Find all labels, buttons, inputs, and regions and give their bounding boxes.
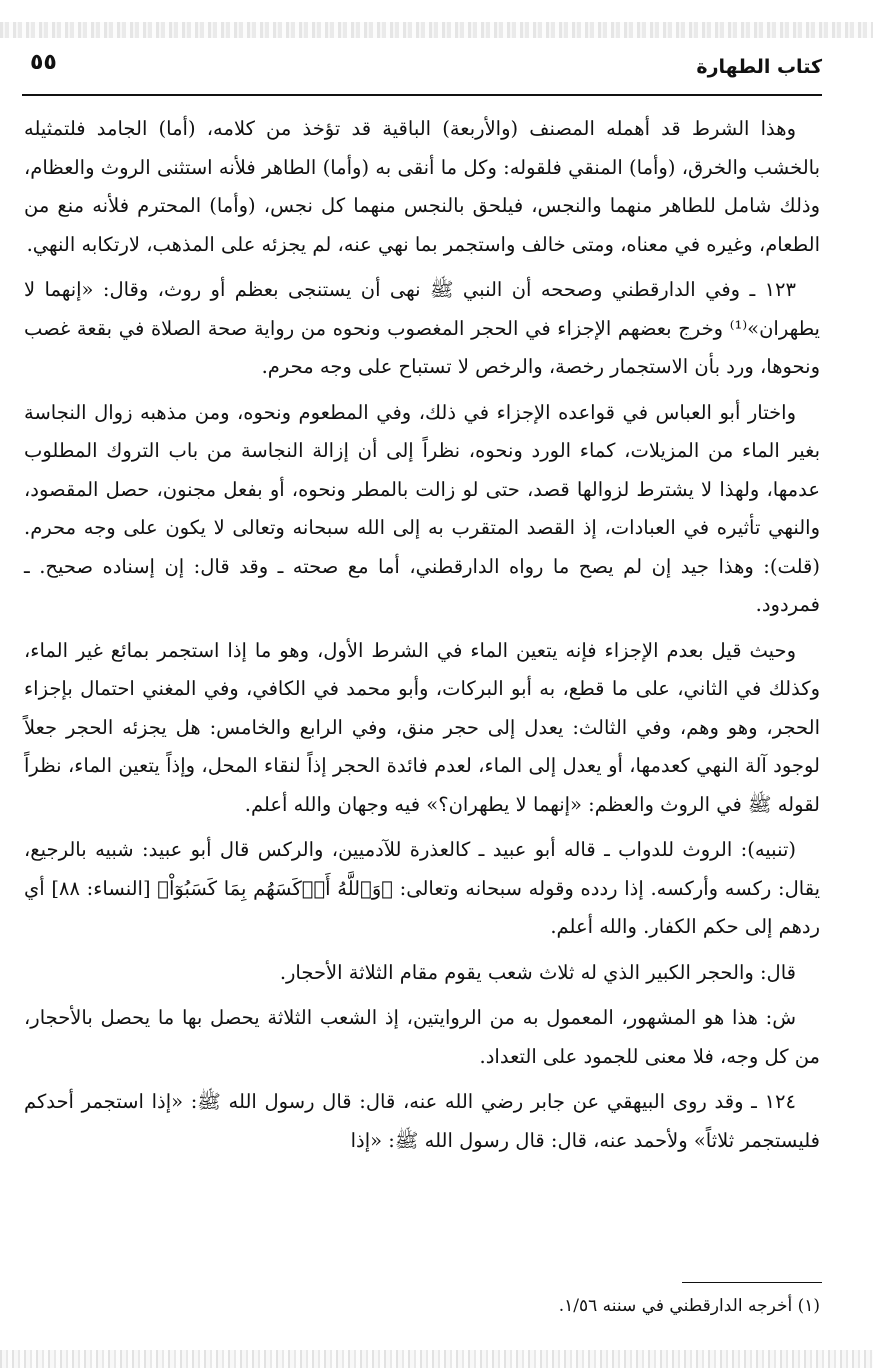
- scan-artifact-bottom: [0, 1350, 873, 1368]
- paragraph-non-sufficiency: وحيث قيل بعدم الإجزاء فإنه يتعين الماء في الشرط الأول، وهو ما إذا استجمر بمائع غير الماء، وكذلك في الثاني، على ما قطع، به أبو البركات، وأبو محمد في الكافي، وفي المغني احتمال بإجزاء الحجر، وهو وهم، وفي الثالث: يعدل إلى حجر منق، وفي الرابع والخامس: هل يجزئه الحجر جعلاً لوجود آلة النهي كعدمها، أو يعدل إلى الماء، لعدم فائدة الحجر إذاً لنقاء المحل، وإذاً يتعين الماء، نظراً لقوله ﷺ في الروث والعظم: «إنهما لا يطهران؟» فيه وجهان والله أعلم.: [24, 638, 820, 816]
- footnote: (١) أخرجه الدارقطني في سننه ١/٥٦.: [558, 1296, 820, 1316]
- scan-artifact-top: [0, 22, 873, 38]
- paragraph-note: (تنبيه): الروث للدواب ـ قاله أبو عبيد ـ كالعذرة للآدميين، والركس قال أبو عبيد: شبيه بالرجيع، يقال: ركسه وأركسه. إذا ردده وقوله سبحانه وتعالى: ﴿وَٱللَّهُ أَرۡكَسَهُم بِمَا كَسَبُوٓاْ﴾ [النساء: ٨٨] أي ردهم إلى حكم الكفار. والله أعلم.: [24, 838, 820, 938]
- running-title: كتاب الطهارة: [696, 56, 822, 78]
- header-rule: [22, 94, 822, 96]
- page-header: [22, 48, 822, 92]
- paragraph-hadith-123: ١٢٣ ـ وفي الدارقطني وصححه أن النبي ﷺ نهى أن يستنجى بعظم أو روث، وقال: «إنهما لا يطهران»⁽¹⁾ وخرج بعضهم الإجزاء في الحجر المغصوب ونحوه من رواية صحة الصلاة في بقعة غصب ونحوها، ورد بأن الاستجمار رخصة، والرخص لا تستباح على وجه محرم.: [24, 278, 820, 378]
- main-text: [24, 110, 820, 1160]
- page-number: ٥٥: [30, 50, 57, 75]
- paragraph-abu-abbas: واختار أبو العباس في قواعده الإجزاء في ذلك، وفي المطعوم ونحوه، ومن مذهبه زوال النجاسة بغير الماء من المزيلات، كماء الورد ونحوه، نظراً إلى أن إزالة النجاسة من باب التروك المطلوب عدمها، ولهذا لا يشترط لزوالها قصد، حتى لو زالت بالمطر ونحوه، أو بفعل مجنون، حصل المقصود، والنهي تأثيره في العبادات، إذ القصد المتقرب به إلى الله سبحانه وتعالى لا يكون على وجه محرم. (قلت): وهذا جيد إن لم يصح ما رواه الدارقطني، أما مع صحته ـ وقد قال: إن إسناده صحيح. ـ فمردود.: [24, 400, 820, 616]
- paragraph-sharh: ش: هذا هو المشهور، المعمول به من الروايتين، إذ الشعب الثلاثة يحصل بها ما يحصل بالأحجار، من كل وجه، فلا معنى للجمود على التعداد.: [24, 1006, 820, 1068]
- paragraph-conditions: وهذا الشرط قد أهمله المصنف (والأربعة) الباقية قد تؤخذ من كلامه، (أما) الجامد فلتمثيله بالخشب والخرق، (وأما) المنقي فلقوله: وكل ما أنقى به (وأما) الطاهر فلأنه استثنى الروث والعظام، وذلك شامل للطاهر منهما والنجس، فيلحق بالنجس منهما كل نجس، (وأما) المحترم فلأنه منع من الطعام، وغيره في معناه، ومتى خالف واستجمر بما نهي عنه، لم يجزئه على المذهب، لارتكابه النهي.: [24, 117, 820, 256]
- paragraph-matn: قال: والحجر الكبير الذي له ثلاث شعب يقوم مقام الثلاثة الأحجار.: [279, 960, 796, 984]
- paragraph-hadith-124: ١٢٤ ـ وقد روى البيهقي عن جابر رضي الله عنه، قال: قال رسول الله ﷺ: «إذا استجمر أحدكم فليستجمر ثلاثاً» ولأحمد عنه، قال: قال رسول الله ﷺ: «إذا: [24, 1090, 820, 1152]
- footnote-rule: [682, 1282, 822, 1283]
